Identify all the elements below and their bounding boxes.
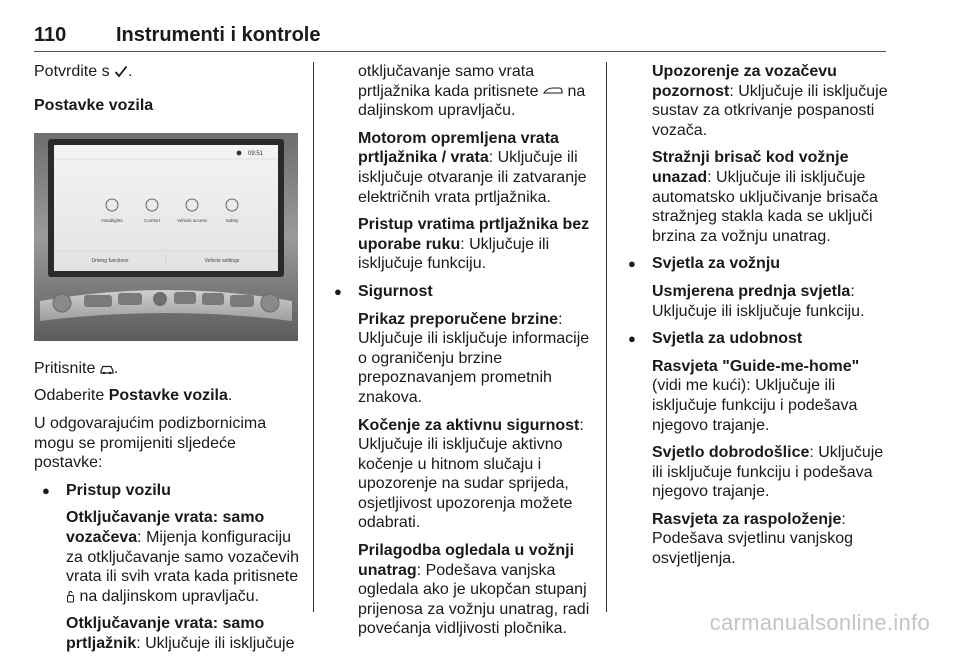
item-ambient-light: Rasvjeta za raspoloženje: Podešava svjetlinu vanjskog osvjetljenja. [652,510,854,568]
item-rear-wiper: Stražnji brisač kod vožnje unazad: Uključuje ili isključuje automatsko uključivanje brisača stražnjeg stakla kada se uključi brzina za vožnju unatrag. [652,149,878,245]
trunk-key-icon [543,86,563,96]
column-3 [652,62,892,577]
checkmark-icon [114,65,128,78]
item-guide-me-home: Rasvjeta "Guide-me-home" (vidi me kući): Uključuje ili isključuje funkciju i podešava njegovo trajanje. [652,357,860,434]
svg-text:Vehicle access: Vehicle access [177,218,207,224]
tab-vehicle-settings[interactable]: Vehicle settings [204,258,240,265]
display-screen [54,145,278,271]
panel-button[interactable] [84,295,112,307]
header-rule [34,51,886,52]
infotainment-figure [34,133,298,341]
column-divider [606,62,607,612]
page-number: 110 [34,24,67,46]
svg-text:Comfort: Comfort [143,218,161,224]
panel-button[interactable] [118,293,142,305]
car-settings-button[interactable] [230,295,254,307]
right-knob[interactable] [261,294,279,312]
section-title: Postavke vozila [34,96,154,114]
item-driver-attention: Upozorenje za vozačevu pozornost: Uključuje ili isključuje sustav za otkrivanje pospanosti vozača. [652,63,888,139]
item-speed-recommendation: Prikaz preporučene brzine: Uključuje ili isključuje informacije o ograničenju brzine prepoznavanjem prometnih znakova. [358,310,590,406]
car-settings-icon [100,363,114,375]
item-handsfree-tailgate: Pristup vratima prtljažnika bez uporabe ruku: Uključuje ili isključuje funkciju. [358,216,590,273]
item-reverse-mirror: Prilagodba ogledala u vožnji unatrag: Podešava vanjska ogledala ako je ukopčan stupanj prijenosa za vožnju unatrag, radi povećanja vidljivosti pločnika. [358,542,590,638]
page-header [34,24,886,48]
confirm-line: Potvrdite s . [34,63,133,80]
left-knob[interactable] [53,294,71,312]
bullet-comfort-lights: ● Svjetla za udobnost [620,329,892,349]
bullet-safety: ● Sigurnost [326,282,598,302]
panel-button[interactable] [153,292,167,306]
panel-button[interactable] [174,292,196,304]
watermark: carmanualsonline.info [709,610,930,635]
svg-text:Safety: Safety [225,218,239,224]
column-divider [313,62,314,612]
bullet-vehicle-access: ● Pristup vozilu [34,481,300,501]
press-line: Pritisnite . [34,359,119,377]
tab-driving-functions[interactable]: Driving functions [91,258,129,265]
intro-text: U odgovarajućim podizbornicima mogu se promijeniti sljedeće postavke: [34,414,267,472]
bullet-driving-lights: ● Svjetla za vožnju [620,254,892,274]
item-active-braking: Kočenje za aktivnu sigurnost: Uključuje ili isključuje aktivno kočenje u hitnom slučaju i upozorenje na sudar sprijeda, osjetljivost upozorenja možete odabrati. [358,416,584,532]
settings-icon [237,151,242,156]
svg-text:Headlights: Headlights [101,218,123,224]
item-power-tailgate: Motorom opremljena vrata prtljažnika / vrata: Uključuje ili isključuje otvaranje ili zatvaranje električnih vrata prtljažnika. [358,129,587,206]
panel-button[interactable] [202,293,224,305]
screen-time: 09:51 [248,151,264,158]
column-1: Potvrdite s . Postavke vozila 09:51 Headlights Comfort Vehicle access Safety Driving functions Vehicle settings Pritisnite . Odaberite Postavke vozila. U odgovarajućim podizbornicima mogu se promijeniti sljedeće postavke: ● Pristup vozilu Otključavanje vrata: samo vozačeva: Mijenja konfiguraciju za otključavanje samo vozačevih vrata ili svih vrata kada pritisnete na daljinskom upravljaču. Otključavanje vrata: samo prtljažnik: Uključuje ili isključuje [34,62,300,662]
column-2: otključavanje samo vrata prtljažnika kada pritisnete na daljinskom upravljaču. Motorom opremljena vrata prtljažnika / vrata: Uključuje ili isključuje otvaranje ili zatvaranje električnih vrata prtljažnika. Pristup vratima prtljažnika bez uporabe ruku: Uključuje ili isključuje funkciju. ● Sigurnost Prikaz preporučene brzine: Uključuje ili isključuje informacije o ograničenju brzine prepoznavanjem prometnih znakova. Kočenje za aktivnu sigurnost: Uključuje ili isključuje aktivno kočenje u hitnom slučaju i upozorenje na sudar sprijeda, osjetljivost upozorenja možete odabrati. Prilagodba ogledala u vožnji unatrag: Podešava vanjska ogledala ako je ukopčan stupanj prijenosa za vožnju unatrag, radi povećanja vidljivosti pločnika. [358,62,598,647]
item-trunk-unlock: Otključavanje vrata: samo prtljažnik: Uključuje ili isključuje [66,615,295,652]
item-welcome-light: Svjetlo dobrodošlice: Uključuje ili isključuje funkciju i podešava njegovo trajanje. [652,444,884,501]
item-driver-door-unlock: Otključavanje vrata: samo vozačeva: Mijenja konfiguraciju za otključavanje samo vozačevih vrata ili svih vrata kada pritisnete na daljinskom upravljaču. [66,509,300,605]
chapter-title: Instrumenti i kontrole [116,24,321,46]
unlock-key-icon [66,590,75,603]
item-adaptive-headlights: Usmjerena prednja svjetla: Uključuje ili isključuje funkciju. [652,282,865,320]
